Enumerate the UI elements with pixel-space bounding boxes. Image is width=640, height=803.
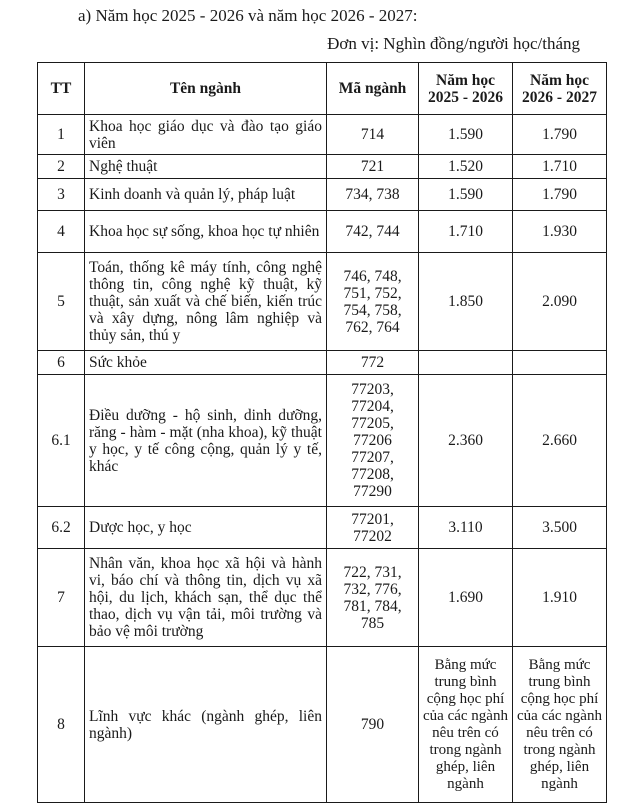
table-row xyxy=(38,253,607,351)
header-tt: TT xyxy=(38,63,85,115)
row-tt: 6.1 xyxy=(38,375,85,507)
row-code: 746, 748, 751, 752, 754, 758, 762, 764 xyxy=(327,253,419,351)
row-tt: 5 xyxy=(38,253,85,351)
row-code: 77203, 77204, 77205, 77206 77207, 77208, 77290 xyxy=(327,375,419,507)
row-code: 790 xyxy=(327,647,419,803)
table-row xyxy=(38,549,607,647)
row-tt: 1 xyxy=(38,115,85,155)
row-fee-2026: 1.790 xyxy=(513,115,607,155)
row-fee-2026: 3.500 xyxy=(513,507,607,549)
row-name: Khoa học sự sống, khoa học tự nhiên xyxy=(85,211,327,253)
row-fee-2026: 2.660 xyxy=(513,375,607,507)
unit-label: Đơn vị: Nghìn đồng/người học/tháng xyxy=(327,34,580,53)
table-row xyxy=(38,351,607,375)
row-fee-2025: 1.690 xyxy=(419,549,513,647)
row-code: 772 xyxy=(327,351,419,375)
table-row xyxy=(38,647,607,803)
header-year-2026-2027: Năm học 2026 - 2027 xyxy=(513,63,607,115)
row-name: Toán, thống kê máy tính, công nghệ thông tin, công nghệ kỹ thuật, kỹ thuật, sản xuất và chế biến, kiến trúc và xây dựng, nông lâm nghiệp và thủy sản, thú y xyxy=(85,253,327,351)
row-fee-2026: 1.790 xyxy=(513,179,607,211)
row-code: 722, 731, 732, 776, 781, 784, 785 xyxy=(327,549,419,647)
row-tt: 6 xyxy=(38,351,85,375)
row-fee-2025: 1.520 xyxy=(419,155,513,179)
table-row xyxy=(38,115,607,155)
row-fee-2025-note: Bằng mức trung bình cộng học phí của các ngành nêu trên có trong ngành ghép, liên ngành xyxy=(419,647,513,803)
row-fee-2026 xyxy=(513,351,607,375)
header-year-2025-2026: Năm học 2025 - 2026 xyxy=(419,63,513,115)
row-tt: 2 xyxy=(38,155,85,179)
row-name: Nhân văn, khoa học xã hội và hành vi, báo chí và thông tin, dịch vụ xã hội, du lịch, khách sạn, thể dục thể thao, dịch vụ vận tải, môi trường và bảo vệ môi trường xyxy=(85,549,327,647)
row-fee-2025 xyxy=(419,351,513,375)
row-fee-2025: 3.110 xyxy=(419,507,513,549)
row-name: Nghệ thuật xyxy=(85,155,327,179)
table-row xyxy=(38,507,607,549)
row-code: 714 xyxy=(327,115,419,155)
row-fee-2026: 1.930 xyxy=(513,211,607,253)
row-fee-2025: 1.590 xyxy=(419,179,513,211)
header-name: Tên ngành xyxy=(85,63,327,115)
row-fee-2026: 1.710 xyxy=(513,155,607,179)
table-row xyxy=(38,155,607,179)
row-name: Khoa học giáo dục và đào tạo giáo viên xyxy=(85,115,327,155)
row-fee-2025: 2.360 xyxy=(419,375,513,507)
row-tt: 6.2 xyxy=(38,507,85,549)
row-code: 77201, 77202 xyxy=(327,507,419,549)
row-name: Dược học, y học xyxy=(85,507,327,549)
row-fee-2025: 1.850 xyxy=(419,253,513,351)
row-code: 734, 738 xyxy=(327,179,419,211)
table-row xyxy=(38,179,607,211)
row-name: Điều dưỡng - hộ sinh, dinh dưỡng, răng - hàm - mặt (nha khoa), kỹ thuật y học, y tế công cộng, quản lý y tế, khác xyxy=(85,375,327,507)
row-code: 742, 744 xyxy=(327,211,419,253)
row-fee-2026: 2.090 xyxy=(513,253,607,351)
row-fee-2026-note: Bằng mức trung bình cộng học phí của các ngành nêu trên có trong ngành ghép, liên ngành xyxy=(513,647,607,803)
table-row xyxy=(38,375,607,507)
row-name: Sức khỏe xyxy=(85,351,327,375)
row-tt: 8 xyxy=(38,647,85,803)
tuition-fee-table xyxy=(37,62,607,803)
row-tt: 3 xyxy=(38,179,85,211)
row-name: Lĩnh vực khác (ngành ghép, liên ngành) xyxy=(85,647,327,803)
row-fee-2025: 1.590 xyxy=(419,115,513,155)
row-name: Kinh doanh và quản lý, pháp luật xyxy=(85,179,327,211)
row-tt: 7 xyxy=(38,549,85,647)
table-header-row xyxy=(38,63,607,115)
section-heading: a) Năm học 2025 - 2026 và năm học 2026 - 2027: xyxy=(78,6,418,25)
row-fee-2026: 1.910 xyxy=(513,549,607,647)
row-tt: 4 xyxy=(38,211,85,253)
row-code: 721 xyxy=(327,155,419,179)
row-fee-2025: 1.710 xyxy=(419,211,513,253)
table-row xyxy=(38,211,607,253)
header-code: Mã ngành xyxy=(327,63,419,115)
